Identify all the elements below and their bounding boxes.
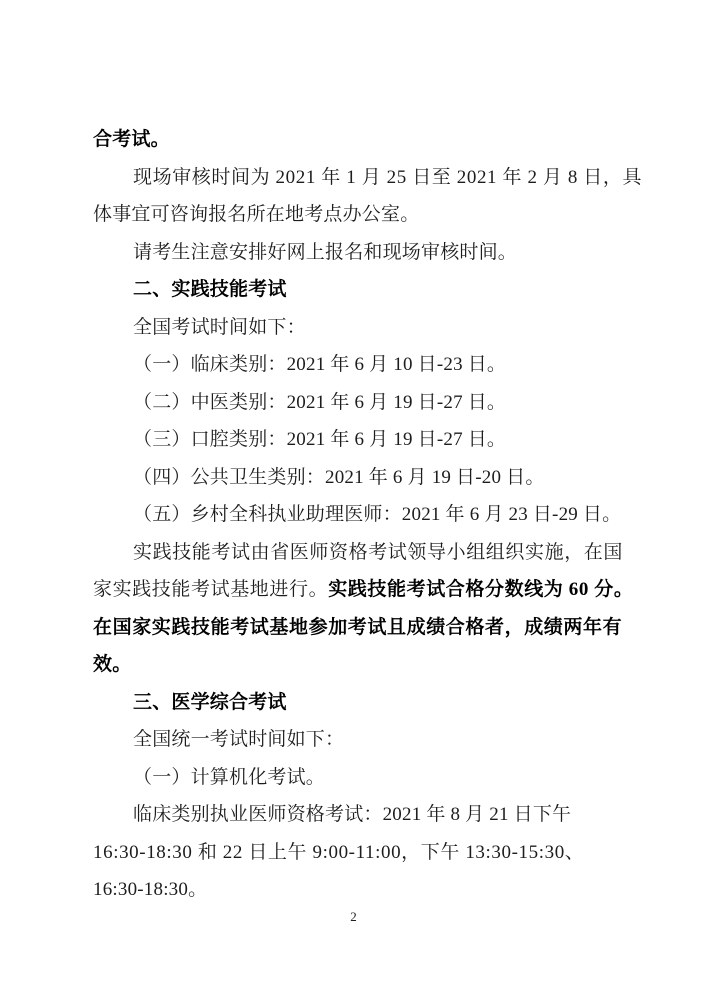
text-run: 16:30-18:30 和 22 日上午 9:00-11:00，下午 13:30-15:30、 [93,841,585,863]
bold-text-run: 效。 [93,654,132,675]
bold-text-run: 三、医学综合考试 [133,691,287,713]
text-line [93,571,634,609]
text-line [93,834,613,872]
text-run: 体事宜可咨询报名所在地考点办公室。 [93,204,420,225]
text-run: （四）公共卫生类别：2021 年 6 月 19 日-20 日。 [133,466,545,488]
text-run: 16:30-18:30。 [93,879,208,900]
text-line [93,759,613,797]
text-line [93,646,613,684]
text-line [93,234,613,272]
text-line [93,121,613,159]
text-run: （一）计算机化考试。 [133,766,326,788]
text-run: 全国考试时间如下： [133,316,306,338]
bold-text-run: 二、实践技能考试 [133,279,287,300]
text-line [93,684,613,722]
text-line [93,196,613,234]
text-line [93,384,613,422]
text-run: 家实践技能考试基地进行。 [93,579,329,600]
text-run: 现场审核时间为 2021 年 1 月 25 日至 2021 年 2 月 8 日，具 [133,166,643,188]
text-line [93,796,613,834]
document-body [93,121,643,909]
text-run: 全国统一考试时间如下： [133,729,345,750]
text-line [93,496,622,534]
text-line [93,271,613,309]
text-run: （五）乡村全科执业助理医师：2021 年 6 月 23 日-29 日。 [133,504,622,525]
text-line [93,459,613,497]
text-run: 实践技能考试由省医师资格考试领导小组组织实施，在国 [133,541,624,563]
text-line [93,871,613,909]
text-run: （三）口腔类别：2021 年 6 月 19 日-27 日。 [133,429,507,450]
text-line [93,609,623,647]
text-line [93,346,613,384]
text-run: （二）中医类别：2021 年 6 月 19 日-27 日。 [133,391,507,413]
bold-text-run: 在国家实践技能考试基地参加考试且成绩合格者，成绩两年有 [93,616,623,638]
text-line [93,421,613,459]
text-run: （一）临床类别：2021 年 6 月 10 日-23 日。 [133,354,507,375]
text-run: 临床类别执业医师资格考试：2021 年 8 月 21 日下午 [133,804,572,825]
text-line [93,159,643,197]
text-line [93,721,613,759]
text-run: 请考生注意安排好网上报名和现场审核时间。 [133,241,518,263]
page-number: 2 [350,909,357,924]
bold-text-run: 实践技能考试合格分数线为 60 分。 [328,579,634,600]
text-line [93,309,613,347]
text-line [93,534,624,572]
bold-text-run: 合考试。 [93,129,170,150]
